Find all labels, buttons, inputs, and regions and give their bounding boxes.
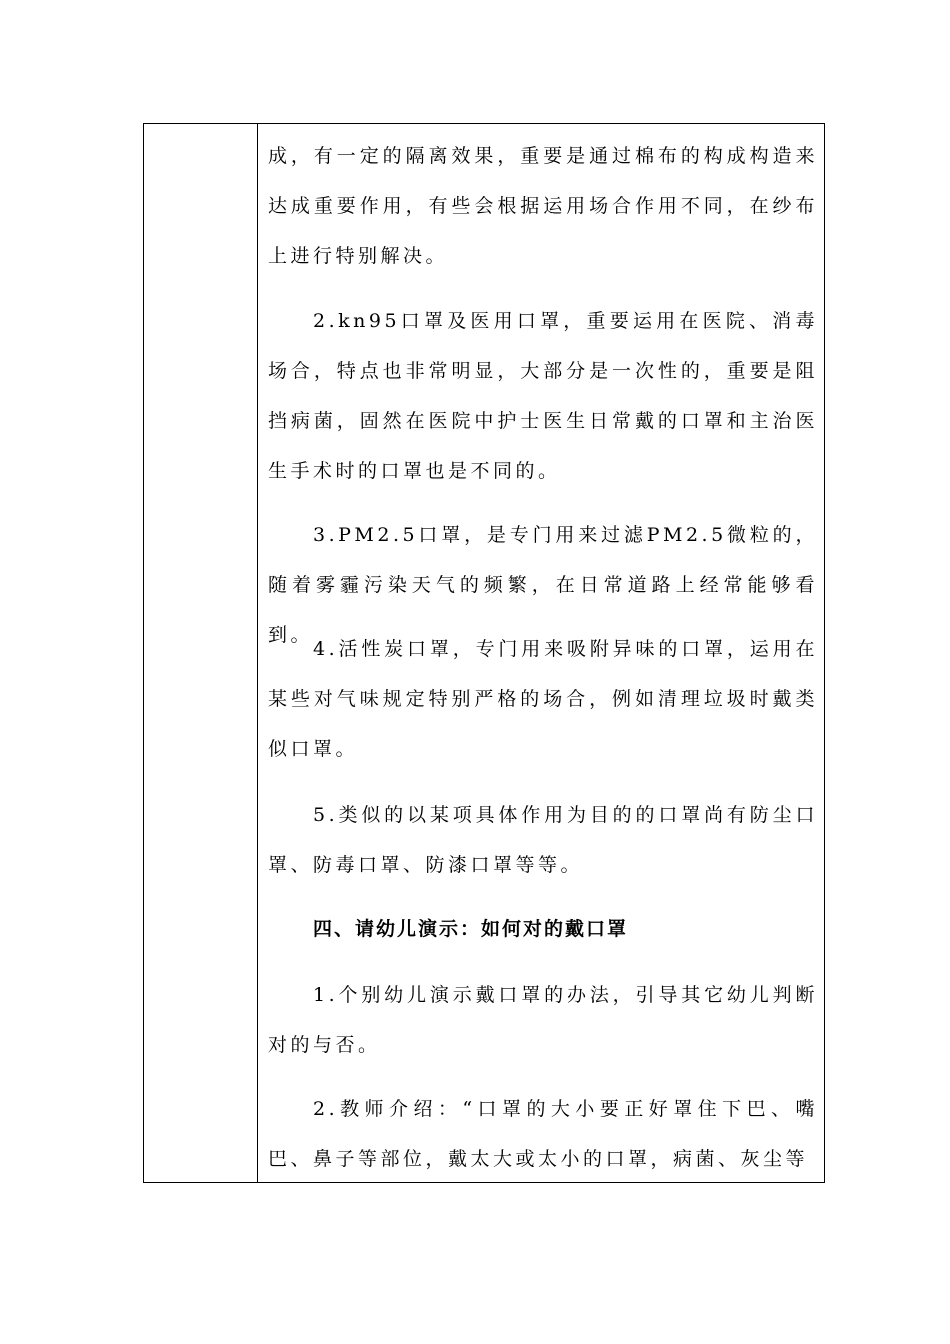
paragraph-pm25-mask: 3.PM2.5口罩，是专门用来过滤PM2.5微粒的，随着雾霾污染天气的频繁，在日常道路上经常能够看到。 bbox=[268, 524, 818, 646]
table-content-column bbox=[258, 124, 824, 1182]
paragraph-other-masks: 5.类似的以某项具体作用为目的的口罩尚有防尘口罩、防毒口罩、防漆口罩等等。 bbox=[268, 804, 818, 876]
table-left-column bbox=[144, 124, 258, 1182]
paragraph-carbon-mask: 4.活性炭口罩，专门用来吸附异味的口罩，运用在某些对气味规定特别严格的场合，例如清理垃圾时戴类似口罩。 bbox=[268, 638, 818, 760]
lesson-table bbox=[143, 123, 825, 1183]
paragraph-teacher-intro: 2.教师介绍：“口罩的大小要正好罩住下巴、嘴巴、鼻子等部位，戴太大或太小的口罩，病菌、灰尘等 bbox=[268, 1098, 818, 1170]
paragraph-kn95-mask: 2.kn95口罩及医用口罩，重要运用在医院、消毒场合，特点也非常明显，大部分是一次性的，重要是阻挡病菌，固然在医院中护士医生日常戴的口罩和主治医生手术时的口罩也是不同的。 bbox=[268, 310, 818, 482]
paragraph-cloth-mask-continued: 成，有一定的隔离效果，重要是通过棉布的构成构造来达成重要作用，有些会根据运用场合作用不同，在纱布上进行特别解决。 bbox=[268, 145, 818, 267]
paragraph-child-demo: 1.个别幼儿演示戴口罩的办法，引导其它幼儿判断对的与否。 bbox=[268, 984, 818, 1056]
section-heading-four: 四、请幼儿演示：如何对的戴口罩 bbox=[313, 918, 629, 940]
